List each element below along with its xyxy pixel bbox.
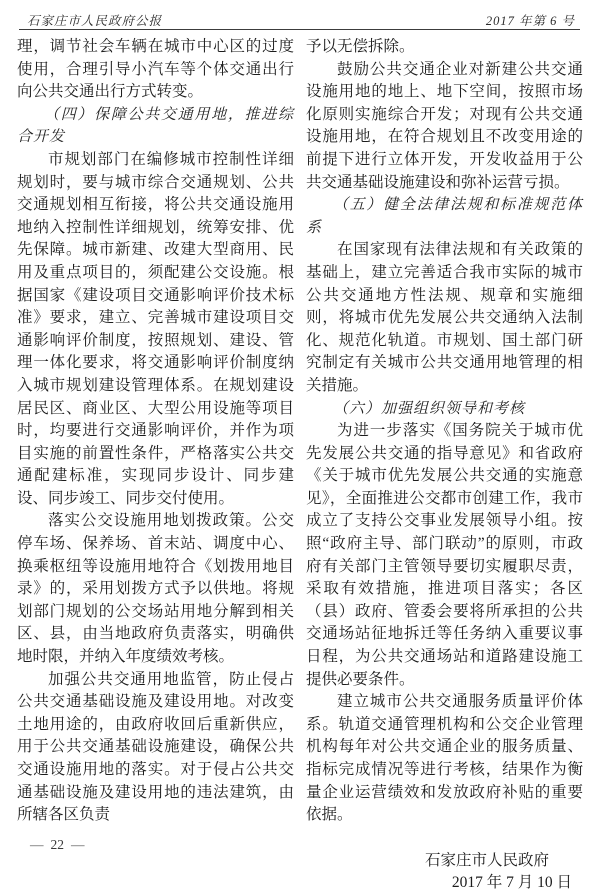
body-paragraph: 建立城市公共交通服务质量评价体系。轨道交通管理机构和公交企业管理机构每年对公共交通企业的服务质量、指标完成情况等进行考核，结果作为衡量企业运营绩效和发放政府补贴的重要依据。 <box>306 693 583 824</box>
page-number-footer <box>30 837 85 853</box>
body-paragraph: 鼓励公共交通企业对新建公共交通设施用地的地上、地下空间，按照市场化原则实施综合开发；对现有公共交通设施用地，在符合规划且不改变用途的前提下进行立体开发，开发收益用于公共交通基础设施建设和弥补运营亏损。 <box>306 60 583 191</box>
running-header <box>27 11 575 29</box>
body-paragraph: 在国家现有法律法规和有关政策的基础上，建立完善适合我市实际的城市公共交通地方性法规、规章和实施细则，将城市优先发展公共交通纳入法制化、规范化轨道。市规划、国土部门研究制定有关城市公共交通用地管理的相关措施。 <box>306 241 583 394</box>
body-paragraph: 市规划部门在编修城市控制性详细规划时，要与城市综合交通规划、公共交通规划相互衔接，将公共交通设施用地纳入控制性详细规划，统筹安排、优先保障。城市新建、改建大型商用、民用及重点项目的，须配建公交设施。根据国家《建设项目交通影响评价技术标准》要求，建立、完善城市建设项目交通影响评价制度，按照规划、建设、管理一体化要求，将交通影响评价制度纳入城市规划建设管理体系。在规划建设居民区、商业区、大型公用设施等项目时，均要进行交通影响评价，并作为项目实施的前置性条件，严格落实公共交通配建标准，实现同步设计、同步建设、同步竣工、同步交付使用。 <box>17 150 294 507</box>
page-number-dash-right: — <box>71 837 85 852</box>
section-heading-6: （六）加强组织领导和考核 <box>333 400 526 417</box>
page-number-dash-left: — <box>30 837 44 852</box>
issue-number: 2017 年第 6 号 <box>485 14 575 28</box>
right-column <box>306 36 583 895</box>
signature-block <box>306 850 583 895</box>
document-body <box>17 36 583 895</box>
body-paragraph-continuation: 予以无偿拆除。 <box>306 38 415 55</box>
body-paragraph: 为进一步落实《国务院关于城市优先发展公共交通的指导意见》和省政府《关于城市优先发展公共交通的实施意见》，全面推进公交都市创建工作，我市成立了支持公交事业发展领导小组。按照“政府主导、部门联动”的原则，市政府有关部门主管领导要切实履职尽责，采取有效措施，推进项目落实；各区（县）政府、管委会要将所承担的公共交通场站征地拆迁等任务纳入重要议事日程，为公共交通场站和道路建设施工提供必要条件。 <box>306 422 583 688</box>
body-paragraph-continuation: 理，调节社会车辆在城市中心区的过度使用，合理引导小汽车等个体交通出行向公共交通出行方式转变。 <box>17 38 294 101</box>
section-heading-4: （四）保障公共交通用地，推进综合开发 <box>17 106 294 146</box>
page-number: 22 <box>50 837 64 852</box>
signature-authority: 石家庄市人民政府 <box>424 851 549 869</box>
signature-date: 2017 年 7 月 10 日 <box>451 874 572 892</box>
left-column <box>17 36 294 895</box>
section-heading-5: （五）健全法律法规和标准规范体系 <box>306 197 583 236</box>
body-paragraph: 落实公交设施用地划拨政策。公交停车场、保养场、首末站、调度中心、换乘枢纽等设施用地符合《划拨用地目录》的，采用划拨方式予以供地。将规划部门规划的公交场站用地分解到相关区、县，由当地政府负责落实，明确供地时限，并纳入年度绩效考核。 <box>17 512 294 666</box>
body-paragraph: 加强公共交通用地监管，防止侵占公共交通基础设施及建设用地。对改变土地用途的，由政府收回后重新供应，用于公共交通基础设施建设，确保公共交通设施用地的落实。对于侵占公共交通基础设施及建设用地的违法建筑，由所辖各区负责 <box>17 670 294 824</box>
header-rule <box>19 29 580 30</box>
gazette-title: 石家庄市人民政府公报 <box>27 14 163 28</box>
